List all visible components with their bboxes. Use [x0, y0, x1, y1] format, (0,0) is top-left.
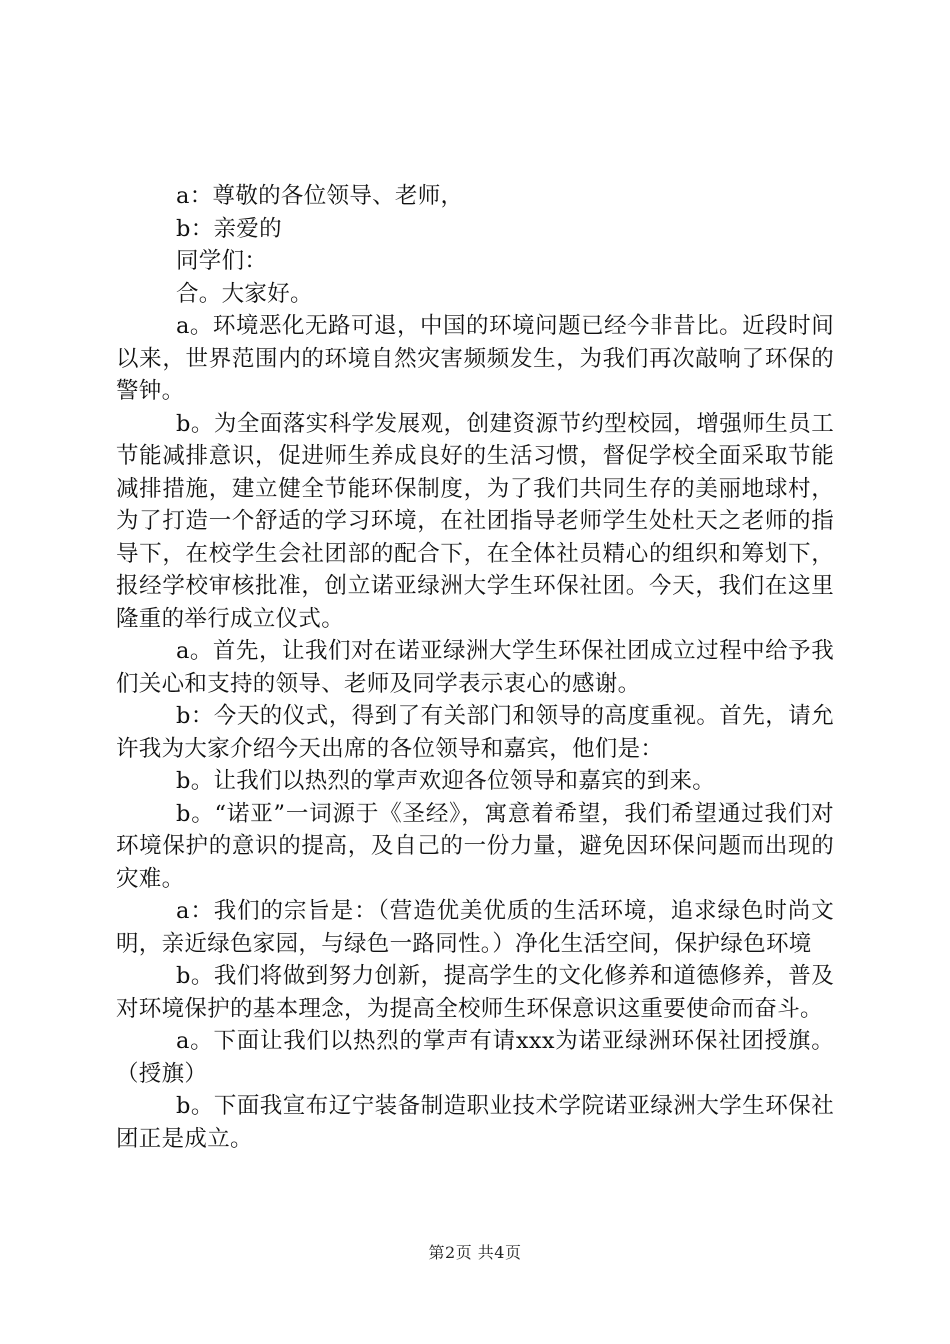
paragraph-club-founding: b。为全面落实科学发展观，创建资源节约型校园，增强师生员工节能减排意识，促进师生养成良好的生活习惯，督促学校全面采取节能减排措施，建立健全节能环保制度，为了我们共同生存的美丽地球村，为了打造一个舒适的学习环境，在社团指导老师学生处杜天之老师的指导下，在校学生会社团部的配合下，在全体社员精心的组织和筹划下，报经学校审核批准，创立诺亚绿洲大学生环保社团。今天，我们在这里隆重的举行成立仪式。	[116, 410, 834, 632]
paragraph-welcome-applause: b。让我们以热烈的掌声欢迎各位领导和嘉宾的到来。	[176, 768, 716, 794]
paragraph-greeting-a: a：尊敬的各位领导、老师，	[176, 183, 464, 209]
paragraph-club-purpose: a：我们的宗旨是：（营造优美优质的生活环境，追求绿色时尚文明，亲近绿色家园，与绿色一路同性。）净化生活空间，保护绿色环境	[116, 898, 834, 957]
document-body	[116, 180, 834, 1155]
paragraph-thanks: a。首先，让我们对在诺亚绿洲大学生环保社团成立过程中给予我们关心和支持的领导、老师及同学表示衷心的感谢。	[116, 638, 834, 697]
paragraph-greeting-b: b：亲爱的	[176, 215, 282, 242]
paragraph-greeting-classmates: 同学们：	[176, 248, 268, 274]
paragraph-guest-intro: b：今天的仪式，得到了有关部门和领导的高度重视。首先，请允许我为大家介绍今天出席的各位领导和嘉宾，他们是：	[116, 703, 834, 762]
paragraph-greeting-together: 合。大家好。	[176, 280, 313, 307]
paragraph-environment-intro: a。环境恶化无路可退，中国的环境问题已经今非昔比。近段时间以来，世界范围内的环境自然灾害频频发生，为我们再次敲响了环保的警钟。	[116, 313, 834, 404]
paragraph-commitment: b。我们将做到努力创新，提高学生的文化修养和道德修养，普及对环境保护的基本理念，为提高全校师生环保意识这重要使命而奋斗。	[116, 963, 834, 1022]
paragraph-name-meaning: b。“诺亚”一词源于《圣经》，寓意着希望，我们希望通过我们对环境保护的意识的提高，及自己的一份力量，避免因环保问题而出现的灾难。	[116, 800, 834, 892]
paragraph-announcement: b。下面我宣布辽宁装备制造职业技术学院诺亚绿洲大学生环保社团正是成立。	[116, 1093, 834, 1152]
paragraph-flag-presentation: a。下面让我们以热烈的掌声有请xxx为诺亚绿洲环保社团授旗。（授旗）	[116, 1028, 834, 1087]
page-number-footer: 第2页 共4页	[428, 1243, 522, 1262]
